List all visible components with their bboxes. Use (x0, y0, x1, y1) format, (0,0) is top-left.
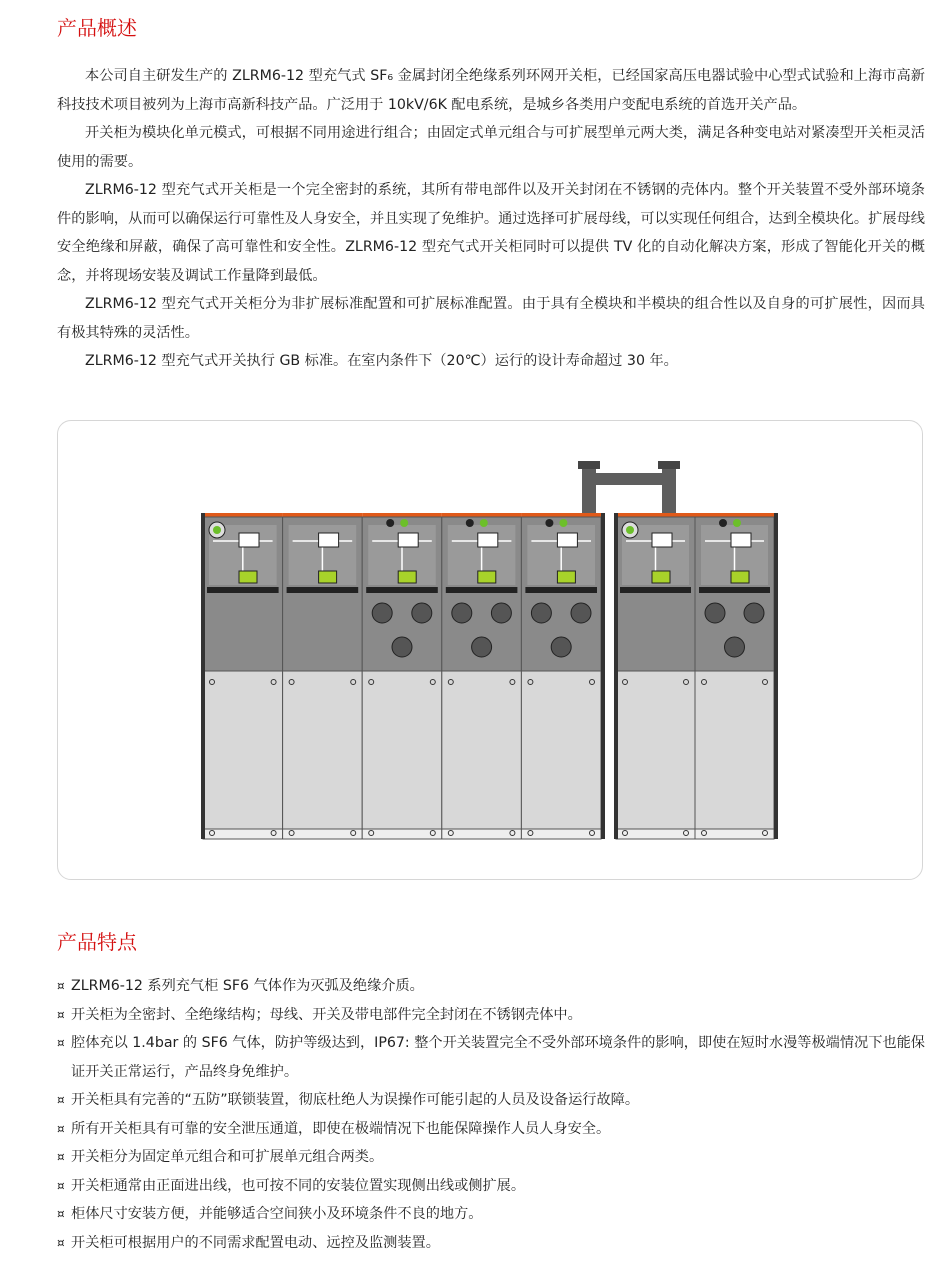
operating-knob (392, 637, 412, 657)
operating-knob (744, 603, 764, 623)
busbar-right-post (662, 461, 676, 519)
cabinet-top-band (203, 513, 283, 517)
indicator-green (398, 571, 416, 583)
lamp-icon (545, 519, 553, 527)
bullet-icon: ¤ (57, 1235, 65, 1250)
cabinet-plinth (283, 829, 363, 839)
feature-item: ¤ 腔体充以 1.4bar 的 SF6 气体，防护等级达到，IP67: 整个开关装置完全不受外部环境条件的影响，即使在短时水漫等极端情况下也能保证开关正常运行，产品终身免维护。 (57, 1029, 925, 1086)
frame-edge (201, 513, 205, 839)
bullet-icon: ¤ (57, 1150, 65, 1164)
bullet-icon: ¤ (57, 1093, 65, 1107)
operating-knob (571, 603, 591, 623)
overview-paragraph-4: ZLRM6-12 型充气式开关柜分为非扩展标准配置和可扩展标准配置。由于具有全模块和半模块的组合性以及自身的可扩展性，因而具有极其特殊的灵活性。 (57, 296, 925, 341)
lamp-icon (719, 519, 727, 527)
terminal-strip (525, 587, 597, 593)
feature-item: ¤ 开关柜可根据用户的不同需求配置电动、远控及监测装置。 (57, 1229, 925, 1258)
operating-knob (705, 603, 725, 623)
cabinet-plinth (203, 829, 283, 839)
overview-paragraph-2: 开关柜为模块化单元模式，可根据不同用途进行组合；由固定式单元组合与可扩展型单元两大类，满足各种变电站对紧凑型开关柜灵活使用的需要。 (57, 125, 925, 170)
cabinet-plinth (442, 829, 522, 839)
frame-edge (614, 513, 618, 839)
lamp-icon (480, 519, 488, 527)
cabinet-lower-panel (362, 671, 442, 829)
operating-knob (412, 603, 432, 623)
cabinet-lower-panel (616, 671, 695, 829)
lamp-icon (400, 519, 408, 527)
indicator-window (652, 533, 672, 547)
feature-item: ¤ 开关柜具有完善的“五防”联锁装置，彻底杜绝人为误操作可能引起的人员及设备运行故障。 (57, 1086, 925, 1115)
indicator-green (652, 571, 670, 583)
indicator-green (557, 571, 575, 583)
operating-knob (491, 603, 511, 623)
bullet-icon: ¤ (57, 1036, 65, 1050)
cabinet-plinth (695, 829, 774, 839)
overview-paragraph-5: ZLRM6-12 型充气式开关执行 GB 标准。在室内条件下（20℃）运行的设计寿命超过 30 年。 (85, 353, 678, 369)
busbar-bridge (588, 473, 670, 485)
terminal-strip (620, 587, 691, 593)
cabinet-lower-panel (521, 671, 601, 829)
operating-knob (551, 637, 571, 657)
terminal-strip (446, 587, 518, 593)
lamp-icon (466, 519, 474, 527)
lamp-icon (733, 519, 741, 527)
bullet-icon: ¤ (57, 979, 65, 993)
cabinet-lower-panel (203, 671, 283, 829)
operating-knob (372, 603, 392, 623)
cabinet-lower-panel (442, 671, 522, 829)
terminal-strip (699, 587, 770, 593)
indicator-window (239, 533, 259, 547)
features-title: 产品特点 (57, 930, 137, 954)
indicator-window (731, 533, 751, 547)
feature-item: ¤ ZLRM6-12 系列充气柜 SF6 气体作为灭弧及绝缘介质。 (57, 972, 925, 1001)
cabinet-plinth (521, 829, 601, 839)
operating-knob (531, 603, 551, 623)
cabinet-top-band (283, 513, 363, 517)
overview-text (57, 62, 925, 376)
bullet-icon: ¤ (57, 1121, 65, 1136)
indicator-green (478, 571, 496, 583)
bullet-icon: ¤ (57, 1207, 65, 1221)
pressure-gauge-needle (213, 526, 221, 534)
lamp-icon (386, 519, 394, 527)
switchgear-figure (57, 420, 923, 880)
indicator-window (398, 533, 418, 547)
overview-paragraph-1: 本公司自主研发生产的 ZLRM6-12 型充气式 SF₆ 金属封闭全绝缘系列环网开关柜，已经国家高压电器试验中心型式试验和上海市高新科技技术项目被列为上海市高新科技产品。广泛用于 10kV/6K 配电系统，是城乡各类用户变配电系统的首选开关产品。 (57, 68, 925, 113)
bullet-icon: ¤ (57, 1007, 65, 1022)
bullet-icon: ¤ (57, 1178, 65, 1193)
terminal-strip (287, 587, 359, 593)
feature-item: ¤ 开关柜为全密封、全绝缘结构；母线、开关及带电部件完全封闭在不锈钢壳体中。 (57, 1001, 925, 1030)
features-list (57, 972, 925, 1257)
feature-item: ¤ 柜体尺寸安装方便，并能够适合空间狭小及环境条件不良的地方。 (57, 1200, 925, 1229)
terminal-strip (207, 587, 279, 593)
cabinet-top-band (521, 513, 601, 517)
switchgear-illustration (58, 421, 922, 879)
operating-knob (472, 637, 492, 657)
indicator-green (319, 571, 337, 583)
operating-knob (725, 637, 745, 657)
cabinet-plinth (362, 829, 442, 839)
cabinet-top-band (695, 513, 774, 517)
feature-item: ¤ 所有开关柜具有可靠的安全泄压通道，即使在极端情况下也能保障操作人员人身安全。 (57, 1115, 925, 1144)
cabinet-lower-panel (695, 671, 774, 829)
terminal-strip (366, 587, 438, 593)
overview-paragraph-3: ZLRM6-12 型充气式开关柜是一个完全密封的系统，其所有带电部件以及开关封闭在不锈钢的壳体内。整个开关装置不受外部环境条件的影响，从而可以确保运行可靠性及人身安全，并且实现了免维护。通过选择可扩展母线，可以实现任何组合，达到全模块化。扩展母线安全绝缘和屏蔽，确保了高可靠性和安全性。ZLRM6-12 型充气式开关柜同时可以提供 TV 化的自动化解决方案，形成了智能化开关的概念，并将现场安装及调试工作量降到最低。 (57, 182, 925, 284)
cabinet-top-band (616, 513, 695, 517)
busbar-left-post (582, 461, 596, 519)
indicator-window (319, 533, 339, 547)
feature-item: ¤ 开关柜分为固定单元组合和可扩展单元组合两类。 (57, 1143, 925, 1172)
feature-item: ¤ 开关柜通常由正面进出线，也可按不同的安装位置实现侧出线或侧扩展。 (57, 1172, 925, 1201)
cabinet-top-band (362, 513, 442, 517)
operating-knob (452, 603, 472, 623)
cabinet-lower-panel (283, 671, 363, 829)
indicator-green (239, 571, 257, 583)
frame-edge (601, 513, 605, 839)
busbar-cap (578, 461, 600, 469)
pressure-gauge-needle (626, 526, 634, 534)
indicator-window (557, 533, 577, 547)
lamp-icon (559, 519, 567, 527)
frame-edge (774, 513, 778, 839)
overview-title: 产品概述 (57, 16, 137, 40)
indicator-green (731, 571, 749, 583)
cabinet-plinth (616, 829, 695, 839)
busbar-cap (658, 461, 680, 469)
indicator-window (478, 533, 498, 547)
cabinet-top-band (442, 513, 522, 517)
